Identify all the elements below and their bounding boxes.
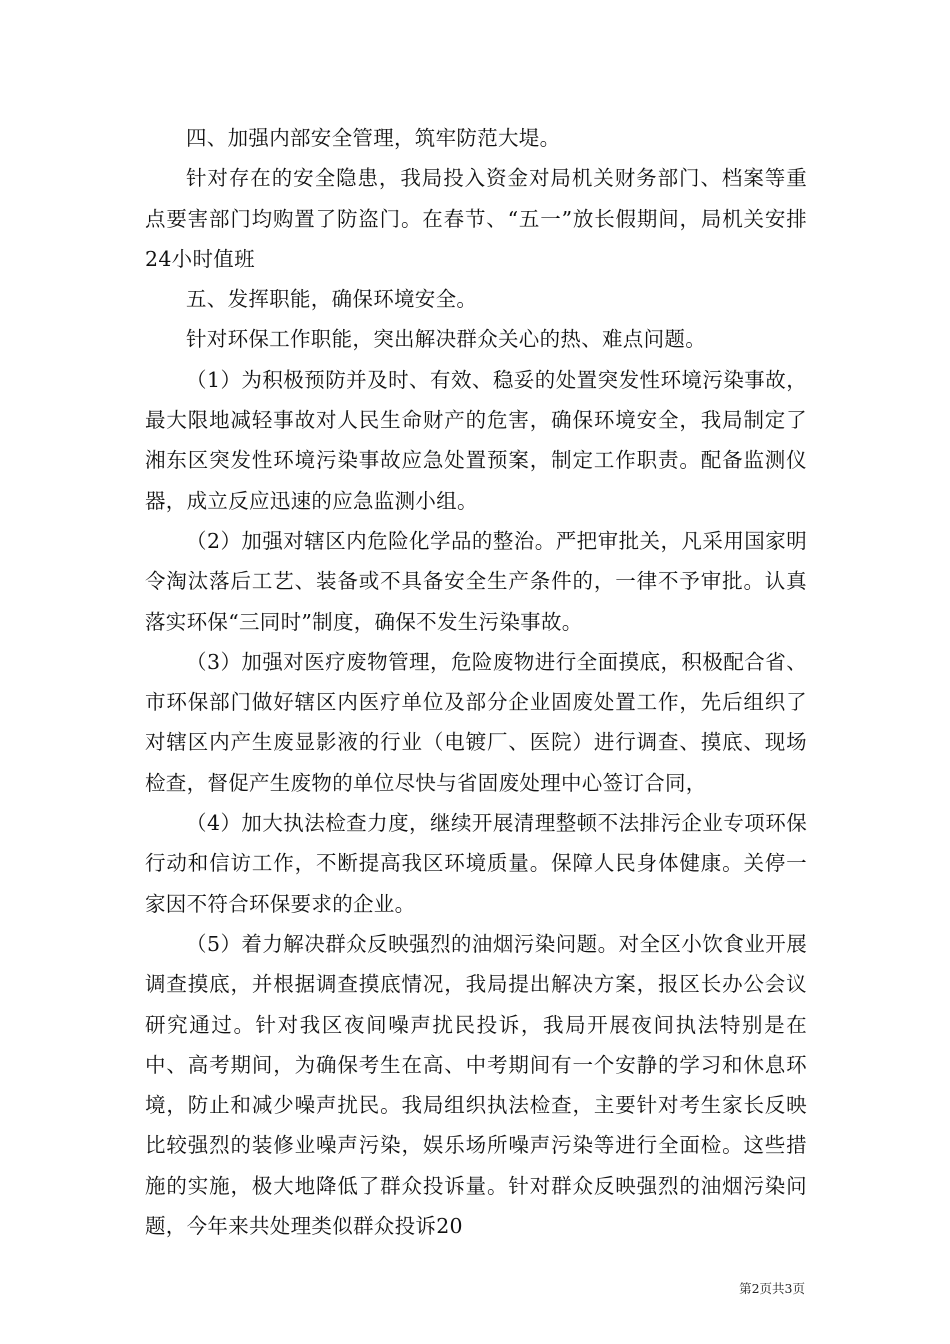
paragraph-security-measures: 针对存在的安全隐患，我局投入资金对局机关财务部门、档案等重点要害部门均购置了防盗门。在春节、“五一”放长假期间，局机关安排24小时值班 xyxy=(145,166,807,271)
page-number-footer: 第2页共3页 xyxy=(739,1281,805,1296)
paragraph-section-five-heading: 五、发挥职能，确保环境安全。 xyxy=(186,287,478,312)
paragraph-environment-intro: 针对环保工作职能，突出解决群众关心的热、难点问题。 xyxy=(186,327,706,352)
paragraph-item-2: （2）加强对辖区内危险化学品的整治。严把审批关，凡采用国家明令淘汰落后工艺、装备或不具备安全生产条件的，一律不予审批。认真落实环保“三同时”制度，确保不发生污染事故。 xyxy=(145,528,807,634)
paragraph-item-3: （3）加强对医疗废物管理，危险废物进行全面摸底，积极配合省、市环保部门做好辖区内医疗单位及部分企业固废处置工作，先后组织了对辖区内产生废显影液的行业（电镀厂、医院）进行调查、摸底、现场检查，督促产生废物的单位尽快与省固废处理中心签订合同， xyxy=(145,649,807,795)
paragraph-item-4: （4）加大执法检查力度，继续开展清理整顿不法排污企业专项环保行动和信访工作，不断提高我区环境质量。保障人民身体健康。关停一家因不符合环保要求的企业。 xyxy=(145,811,807,916)
document-body xyxy=(145,118,807,1246)
paragraph-item-5: （5）着力解决群众反映强烈的油烟污染问题。对全区小饮食业开展调查摸底，并根据调查摸底情况，我局提出解决方案，报区长办公会议研究通过。针对我区夜间噪声扰民投诉，我局开展夜间执法特别是在中、高考期间，为确保考生在高、中考期间有一个安静的学习和休息环境，防止和减少噪声扰民。我局组织执法检查，主要针对考生家长反映比较强烈的装修业噪声污染，娱乐场所噪声污染等进行全面检。这些措施的实施，极大地降低了群众投诉量。针对群众反映强烈的油烟污染问题，今年来共处理类似群众投诉20 xyxy=(145,931,807,1239)
paragraph-section-four-heading: 四、加强内部安全管理，筑牢防范大堤。 xyxy=(186,126,561,150)
paragraph-item-1: （1）为积极预防并及时、有效、稳妥的处置突发性环境污染事故，最大限地减轻事故对人民生命财产的危害，确保环境安全，我局制定了湘东区突发性环境污染事故应急处置预案，制定工作职责。配备监测仪器，成立反应迅速的应急监测小组。 xyxy=(145,367,807,513)
